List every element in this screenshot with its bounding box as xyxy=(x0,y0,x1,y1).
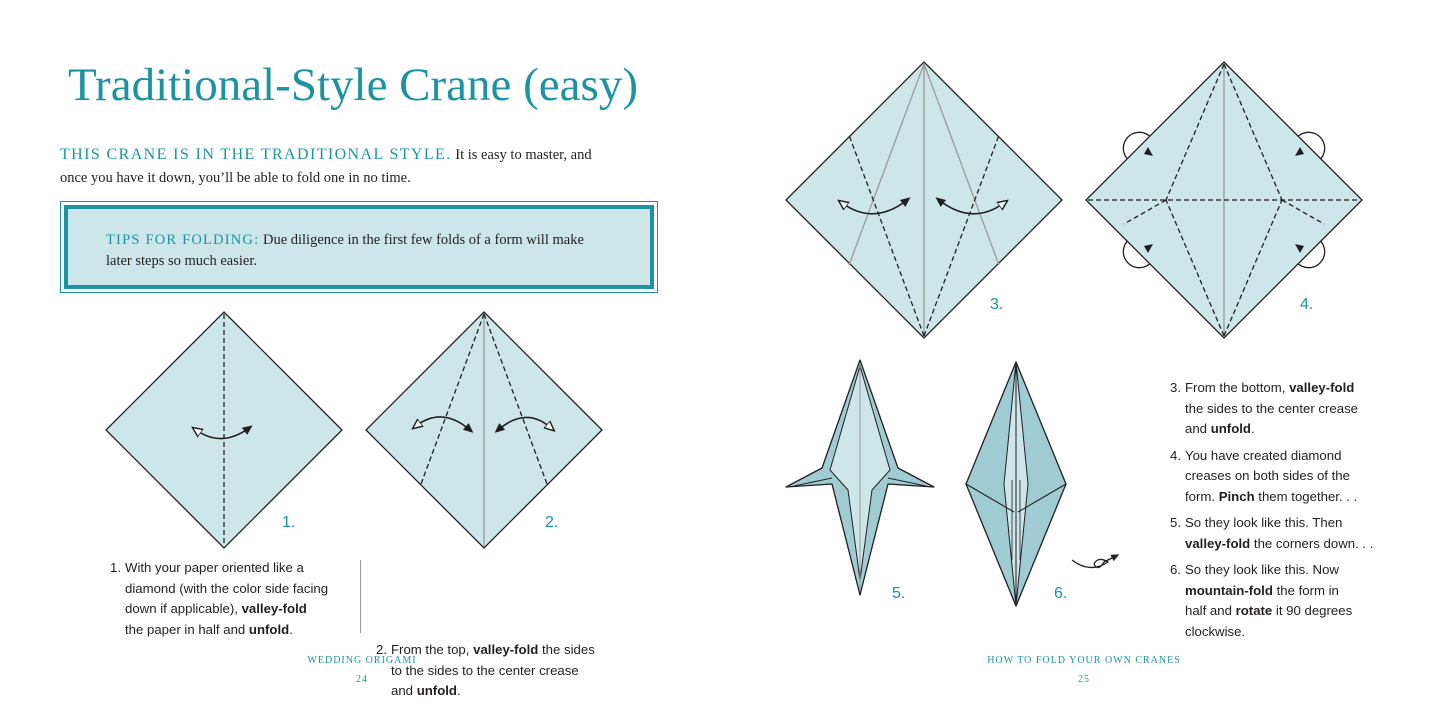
page-title: Traditional-Style Crane (easy) xyxy=(68,59,638,111)
caption-2-number: 2. xyxy=(376,642,387,657)
caption-5-line: So they look like this. Then xyxy=(1185,515,1343,530)
step-6-label: 6. xyxy=(1054,585,1068,602)
caption-6-line: it 90 degrees xyxy=(1275,603,1353,618)
intro-lead: THIS CRANE IS IN THE TRADITIONAL STYLE. xyxy=(60,146,452,163)
step-1-paper xyxy=(106,312,342,548)
caption-1-emphasis: unfold xyxy=(248,621,290,637)
caption-2-line: to the sides to the center crease xyxy=(391,662,579,678)
caption-2-punct: . xyxy=(456,683,461,698)
caption-1-number: 1. xyxy=(110,560,121,575)
page-number-left: 24 xyxy=(356,674,368,685)
caption-1-line: the paper in half and xyxy=(125,621,246,637)
caption-6-line: clockwise. xyxy=(1185,623,1246,639)
caption-6-line: So they look like this. Now xyxy=(1185,562,1339,577)
caption-4-line: You have created diamond xyxy=(1185,447,1342,463)
step-5-label: 5. xyxy=(892,585,906,602)
footer-left xyxy=(262,655,462,685)
caption-divider xyxy=(360,560,361,633)
captions-right-column xyxy=(1170,378,1410,642)
caption-4-emphasis: Pinch xyxy=(1218,488,1255,504)
step-3-paper xyxy=(786,62,1062,338)
footer-right xyxy=(964,655,1204,685)
caption-6-line: the form in xyxy=(1276,582,1339,598)
caption-3-line: and xyxy=(1185,421,1208,436)
caption-6-number: 6. xyxy=(1170,562,1181,577)
step-4-label: 4. xyxy=(1300,296,1314,313)
tips-lead: TIPS FOR FOLDING: xyxy=(106,232,260,248)
caption-6-line: half and xyxy=(1185,603,1232,618)
caption-1-line: With your paper oriented like a xyxy=(125,560,304,575)
caption-2-line: the sides xyxy=(542,642,595,657)
caption-step-6 xyxy=(1170,560,1410,642)
caption-3-emphasis: unfold xyxy=(1210,421,1251,436)
caption-1-emphasis: valley-fold xyxy=(241,601,307,616)
rotate-icon xyxy=(1072,556,1116,568)
caption-5-line: the corners down. . . xyxy=(1253,535,1374,551)
intro-text-line1: It is easy to master, and xyxy=(455,147,592,163)
caption-4-line: form. xyxy=(1185,488,1216,504)
step-2-paper xyxy=(366,312,602,548)
step-6-paper xyxy=(966,362,1066,606)
tips-text-line2: later steps so much easier. xyxy=(106,253,257,269)
caption-3-punct: . xyxy=(1250,421,1255,436)
step-5-paper xyxy=(786,360,934,595)
caption-6-emphasis: rotate xyxy=(1235,603,1273,618)
page-number-right: 25 xyxy=(1078,674,1090,685)
step-1-label: 1. xyxy=(282,514,296,531)
step-4-paper xyxy=(1086,62,1362,338)
caption-1-punct: . xyxy=(289,621,293,637)
caption-4-line: creases on both sides of the xyxy=(1185,468,1350,483)
caption-5-emphasis: valley-fold xyxy=(1185,535,1251,551)
caption-2-emphasis: unfold xyxy=(416,683,457,698)
step-2-label: 2. xyxy=(545,514,559,531)
caption-4-number: 4. xyxy=(1170,447,1181,463)
caption-2-line: From the top, xyxy=(391,642,470,657)
caption-step-5 xyxy=(1170,513,1410,554)
caption-4-line: them together. . . xyxy=(1258,488,1358,504)
caption-5-number: 5. xyxy=(1170,515,1181,530)
intro-text-line2: once you have it down, you’ll be able to fold one in no time. xyxy=(60,170,411,186)
caption-1-line: diamond (with the color side facing xyxy=(125,580,329,596)
footer-left-title: WEDDING ORIGAMI xyxy=(307,655,417,666)
footer-right-title: HOW TO FOLD YOUR OWN CRANES xyxy=(987,655,1181,666)
step-3-label: 3. xyxy=(990,296,1004,313)
caption-3-line: the sides to the center crease xyxy=(1185,400,1359,416)
caption-step-1 xyxy=(110,558,365,640)
caption-step-3 xyxy=(1170,378,1410,440)
caption-1-line: down if applicable), xyxy=(125,601,238,616)
caption-3-line: From the bottom, xyxy=(1185,380,1286,395)
caption-2-line: and xyxy=(391,683,414,698)
tips-text-line1: Due diligence in the first few folds of a form will make xyxy=(262,232,584,248)
caption-3-number: 3. xyxy=(1170,380,1181,395)
caption-6-emphasis: mountain-fold xyxy=(1185,582,1273,598)
caption-3-emphasis: valley-fold xyxy=(1289,380,1355,395)
caption-2-emphasis: valley-fold xyxy=(473,642,539,657)
caption-step-4 xyxy=(1170,446,1410,508)
